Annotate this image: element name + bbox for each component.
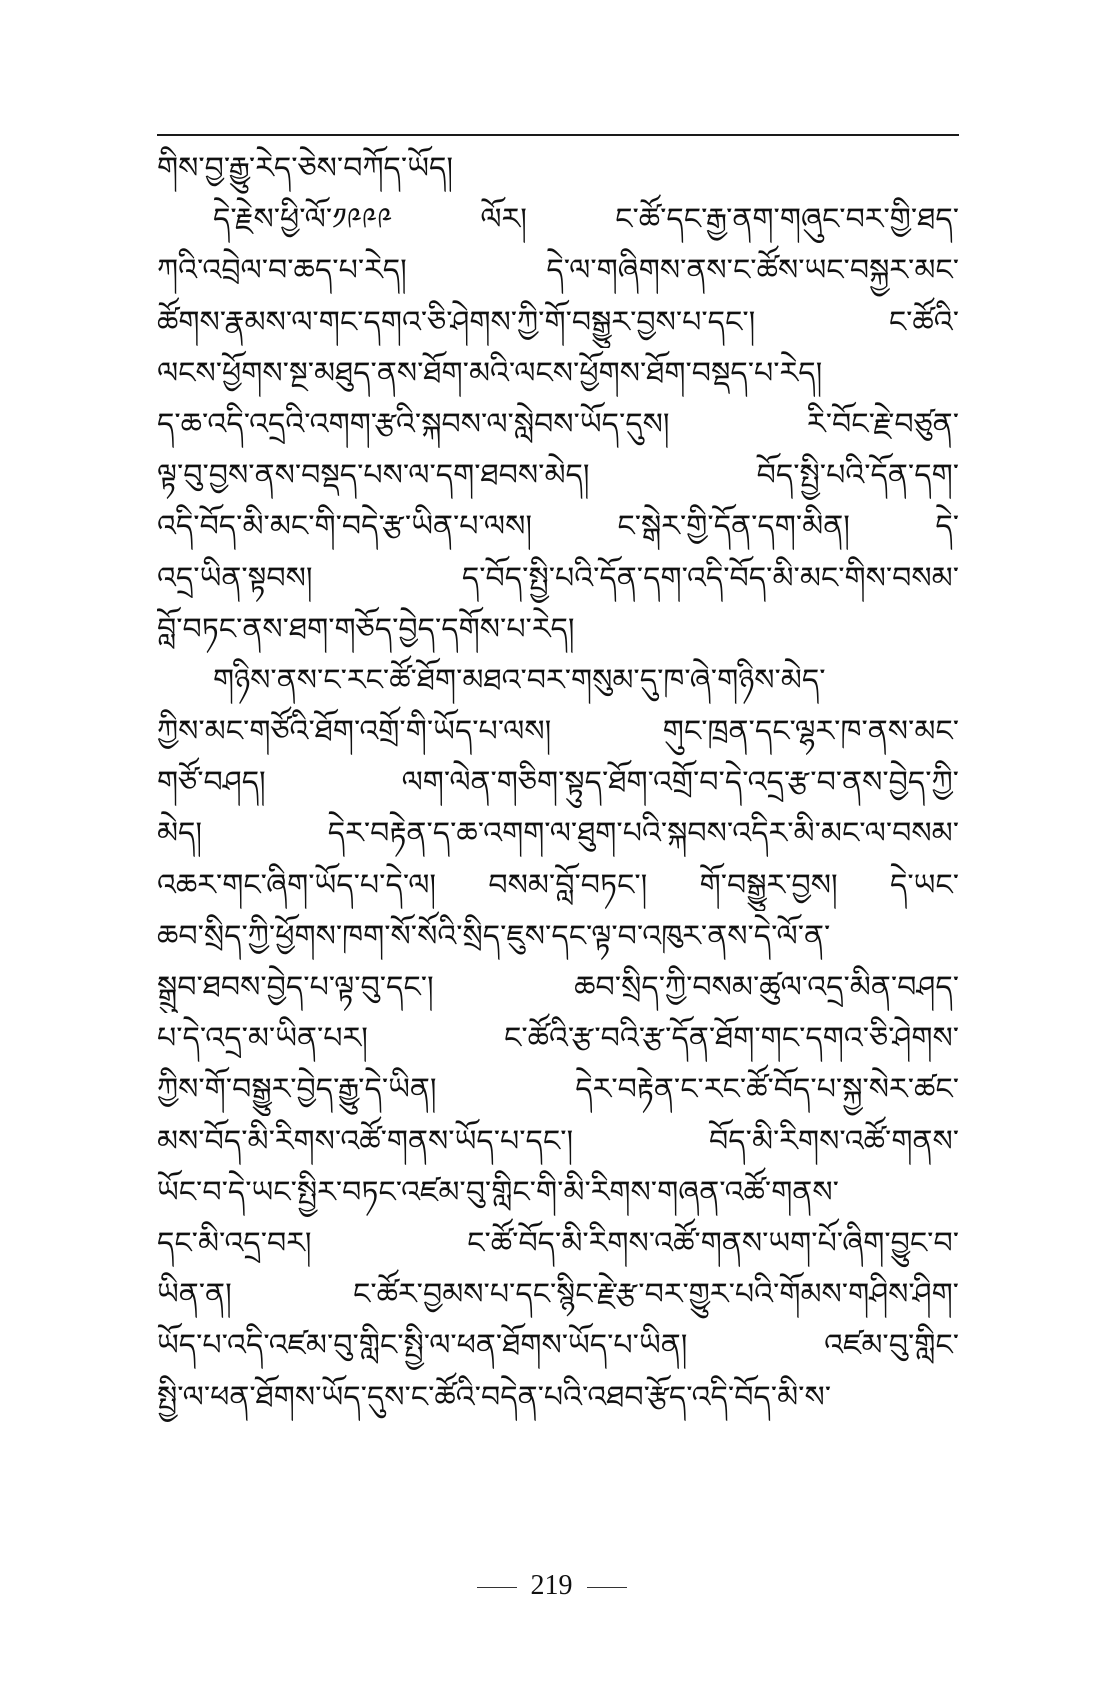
- text-line: བློ་བཏང་ནས་ཐག་གཅོད་བྱེད་དགོས་པ་རེད།: [157, 611, 575, 647]
- text-line: ཡིན་ན། ང་ཚོར་བྱམས་པ་དང་སྙིང་རྗེ་རྩ་བར་གྱུར་པའི་གོམས་གཤིས་ཤིག་: [157, 1277, 959, 1313]
- text-line: གཉིས་ནས་ང་རང་ཚོ་ཐོག་མཐའ་བར་གསུམ་དུ་ཁ་ཞེ་གཉིས་མེད་: [213, 662, 826, 698]
- footer-dash-right: [587, 1587, 627, 1588]
- text-line: ཡོང་བ་དེ་ཡང་སྤྱིར་བཏང་འཛམ་བུ་གླིང་གི་མི་རིགས་གཞན་འཚོ་གནས་: [157, 1174, 839, 1210]
- page-number: 219: [530, 1570, 573, 1601]
- text-line: ཡོད་པ་འདི་འཛམ་བུ་གླིང་སྤྱི་ལ་ཕན་ཐོགས་ཡོད་པ་ཡིན། འཛམ་བུ་གླིང་: [157, 1328, 959, 1364]
- text-line: འདི་བོད་མི་མང་གི་བདེ་རྩ་ཡིན་པ་ལས། ང་སྒེར་གྱི་དོན་དག་མིན། དེ་: [157, 509, 959, 545]
- text-line: ཆབ་སྲིད་ཀྱི་ཕྱོགས་ཁག་སོ་སོའི་སྲིད་ཇུས་དང་ལྟ་བ་འཁུར་ནས་དེ་ལོ་ན་: [157, 918, 831, 954]
- text-line: གིས་བྱ་རྒྱུ་རེད་ཅེས་བཀོད་ཡོད།: [157, 151, 454, 186]
- text-line: ཀའི་འབྲེལ་བ་ཆད་པ་རེད། དེ་ལ་གཞིགས་ནས་ང་ཚོས་ཡང་བསྐྱར་མང་: [157, 253, 959, 289]
- text-line: དང་མི་འདྲ་བར། ང་ཚོ་བོད་མི་རིགས་འཚོ་གནས་ཡག་པོ་ཞིག་བྱུང་བ་: [157, 1225, 959, 1261]
- text-line: སྒྲུབ་ཐབས་བྱེད་པ་ལྟ་བུ་དང་། ཆབ་སྲིད་ཀྱི་བསམ་ཚུལ་འདྲ་མིན་བཤད་: [157, 970, 959, 1005]
- text-line: ཀྱིས་གོ་བསྒྱུར་བྱེད་རྒྱུ་དེ་ཡིན། དེར་བརྟེན་ང་རང་ཚོ་བོད་པ་སྐྱ་སེར་ཚང་: [157, 1072, 959, 1108]
- text-line: སྤྱི་ལ་ཕན་ཐོགས་ཡོད་དུས་ང་ཚོའི་བདེན་པའི་འཐབ་རྩོད་འདི་བོད་མི་ས་: [157, 1379, 832, 1415]
- text-line: ཚོགས་རྣམས་ལ་གང་དགའ་ཅི་ཤེགས་ཀྱི་གོ་བསྒྱུར་བྱས་པ་དང་། ང་ཚོའི་: [157, 304, 959, 340]
- text-line: མས་བོད་མི་རིགས་འཚོ་གནས་ཡོད་པ་དང་། བོད་མི་རིགས་འཚོ་གནས་: [157, 1123, 959, 1159]
- body-text: [157, 143, 959, 1423]
- text-line: ཀྱིས་མང་གཙོའི་ཐོག་འགྲོ་གི་ཡོད་པ་ལས། གུང་ཁྲན་དང་ལྷར་ཁ་ནས་མང་: [157, 714, 959, 750]
- page-footer: [0, 1568, 1103, 1604]
- text-line: ལྟ་བུ་བྱས་ནས་བསྡད་པས་ལ་དག་ཐབས་མེད། བོད་སྤྱི་པའི་དོན་དག་: [157, 458, 959, 494]
- text-line: དེ་རྗེས་ཕྱི་ལོ་༡༩༩༩ ལོར། ང་ཚོ་དང་རྒྱ་ནག་གཞུང་བར་གྱི་ཐད་: [213, 202, 959, 238]
- text-line: གཙོ་བཤད། ལག་ལེན་གཅིག་སྟུད་ཐོག་འགྲོ་བ་དེ་འདྲ་རྩ་བ་ནས་བྱེད་ཀྱི་: [157, 765, 959, 801]
- text-line: མེད། དེར་བརྟེན་ད་ཆ་འགག་ལ་ཐུག་པའི་སྐབས་འདིར་མི་མང་ལ་བསམ་: [157, 816, 959, 852]
- text-line: འདྲ་ཡིན་སྟབས། ད་བོད་སྤྱི་པའི་དོན་དག་འདི་བོད་མི་མང་གིས་བསམ་: [157, 560, 959, 596]
- footer-dash-left: [477, 1587, 517, 1588]
- text-line: འཆར་གང་ཞིག་ཡོད་པ་དེ་ལ། བསམ་བློ་བཏང་། གོ་བསྒྱུར་བྱས། དེ་ཡང་: [157, 867, 959, 903]
- text-line: ལངས་ཕྱོགས་སྔ་མཐུད་ནས་ཐོག་མའི་ལངས་ཕྱོགས་ཐོག་བསྡད་པ་རེད།: [157, 355, 823, 391]
- text-line: ད་ཆ་འདི་འདྲའི་འགག་རྩའི་སྐབས་ལ་སླེབས་ཡོད་དུས། རི་བོང་རྗེ་བཙུན་: [157, 406, 959, 442]
- header-rule: [157, 134, 959, 136]
- text-line: པ་དེ་འདྲ་མ་ཡིན་པར། ང་ཚོའི་རྩ་བའི་རྩ་དོན་ཐོག་གང་དགའ་ཅི་ཤེགས་: [157, 1021, 959, 1057]
